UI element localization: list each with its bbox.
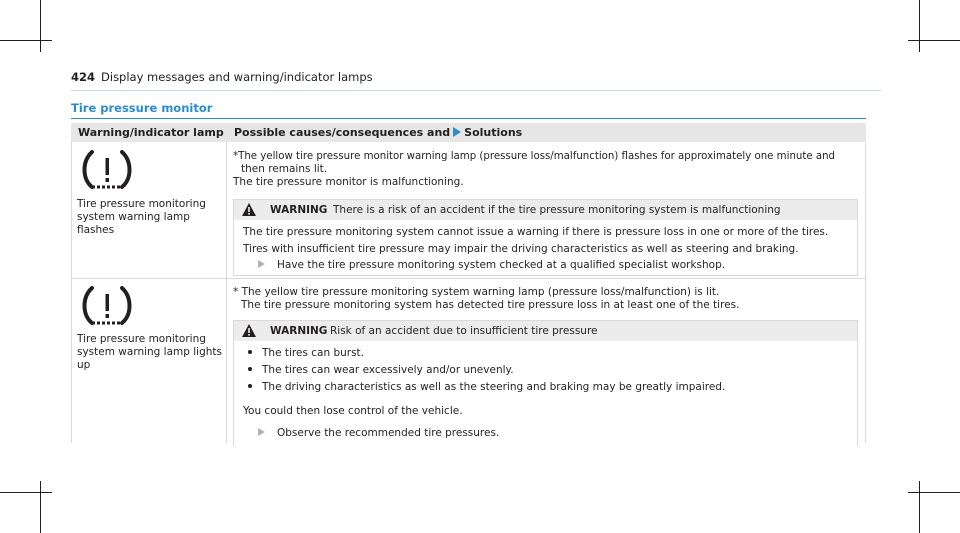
cause-line: then remains lit.: [241, 163, 328, 175]
column-header-lamp: Warning/indicator lamp: [78, 126, 224, 139]
warning-box: [233, 199, 858, 276]
crop-mark: [0, 492, 52, 493]
column-header-solutions: Solutions: [464, 126, 523, 139]
section-divider: [71, 118, 866, 119]
bullet-list: [248, 347, 725, 394]
crop-mark: [40, 481, 41, 533]
action-step: [258, 427, 499, 440]
warning-text: There is a risk of an accident if the tire pressure monitoring system is malfunctioning: [333, 204, 781, 216]
list-item-text: The tires can burst.: [262, 347, 365, 359]
play-arrow-icon: [258, 428, 265, 436]
tire-pressure-warning-icon: [79, 285, 135, 329]
column-divider: [865, 142, 866, 443]
crop-mark: [0, 40, 52, 41]
column-header-causes: [234, 126, 522, 139]
section-title: Tire pressure monitor: [71, 101, 213, 115]
chapter-title: Display messages and warning/indicator lamps: [101, 70, 373, 84]
play-arrow-icon: [258, 260, 265, 268]
cause-text: [233, 286, 739, 312]
action-text: Have the tire pressure monitoring system checked at a qualified specialist workshop.: [277, 259, 726, 271]
lamp-label: [77, 198, 206, 237]
action-text: Observe the recommended tire pressures.: [277, 427, 500, 439]
warning-header: [234, 200, 857, 220]
column-header-causes-prefix: Possible causes/consequences and: [234, 126, 451, 139]
list-item: [248, 364, 725, 377]
lamp-label-line: Tire pressure monitoring: [77, 333, 206, 345]
lamp-label: [77, 333, 222, 372]
table-header: [71, 123, 866, 142]
cause-line: *The yellow tire pressure monitor warning lamp (pressure loss/malfunction) flashes for approximately one minute and: [233, 151, 836, 162]
row-divider: [71, 278, 866, 279]
warning-body-line: The tire pressure monitoring system cannot issue a warning if there is pressure loss in one or more of the tires.: [243, 226, 829, 238]
list-item-text: The tires can wear excessively and/or unevenly.: [262, 364, 514, 376]
lamp-label-line: system warning lamp: [77, 211, 190, 223]
cause-line: The tire pressure monitoring system has detected tire pressure loss in at least one of the tires.: [241, 299, 740, 311]
lamp-label-line: system warning lamp lights: [77, 346, 223, 358]
warning-triangle-icon: [242, 324, 256, 337]
list-item-text: The driving characteristics as well as the steering and braking may be greatly impaired.: [262, 381, 726, 393]
warning-body: [243, 226, 828, 256]
tire-pressure-warning-icon: [79, 149, 135, 193]
warning-header: [234, 321, 857, 341]
warning-body-line: Tires with insufficient tire pressure may impair the driving characteristics as well as steering and braking.: [243, 243, 799, 255]
crop-mark: [908, 492, 960, 493]
crop-mark: [908, 40, 960, 41]
warning-body-line: You could then lose control of the vehicle.: [243, 405, 463, 417]
page-number: 424: [71, 70, 96, 84]
warning-label: WARNING: [270, 325, 328, 337]
cause-line: * The yellow tire pressure monitoring system warning lamp (pressure loss/malfunction) is lit.: [233, 286, 720, 298]
warning-triangle-icon: [242, 203, 256, 216]
column-divider: [71, 142, 72, 443]
play-arrow-icon: [453, 127, 461, 137]
crop-mark: [919, 0, 920, 52]
bullet-icon: [248, 350, 252, 354]
lamp-label-line: flashes: [77, 224, 115, 236]
crop-mark: [40, 0, 41, 52]
lamp-label-line: Tire pressure monitoring: [77, 198, 206, 210]
warning-label: WARNING: [270, 204, 328, 216]
crop-mark: [919, 481, 920, 533]
lamp-table: [71, 123, 866, 443]
column-divider: [226, 142, 227, 443]
list-item: [248, 347, 725, 360]
bullet-icon: [248, 367, 252, 371]
bullet-icon: [248, 384, 252, 388]
warning-box: [233, 320, 858, 446]
list-item: [248, 381, 725, 394]
lamp-label-line: up: [77, 359, 91, 371]
action-step: [258, 259, 725, 272]
page-header: [71, 70, 373, 84]
cause-line: The tire pressure monitor is malfunctioning.: [233, 176, 464, 188]
warning-text: Risk of an accident due to insufficient tire pressure: [330, 325, 598, 337]
cause-text: [233, 150, 861, 189]
header-divider: [71, 90, 881, 91]
